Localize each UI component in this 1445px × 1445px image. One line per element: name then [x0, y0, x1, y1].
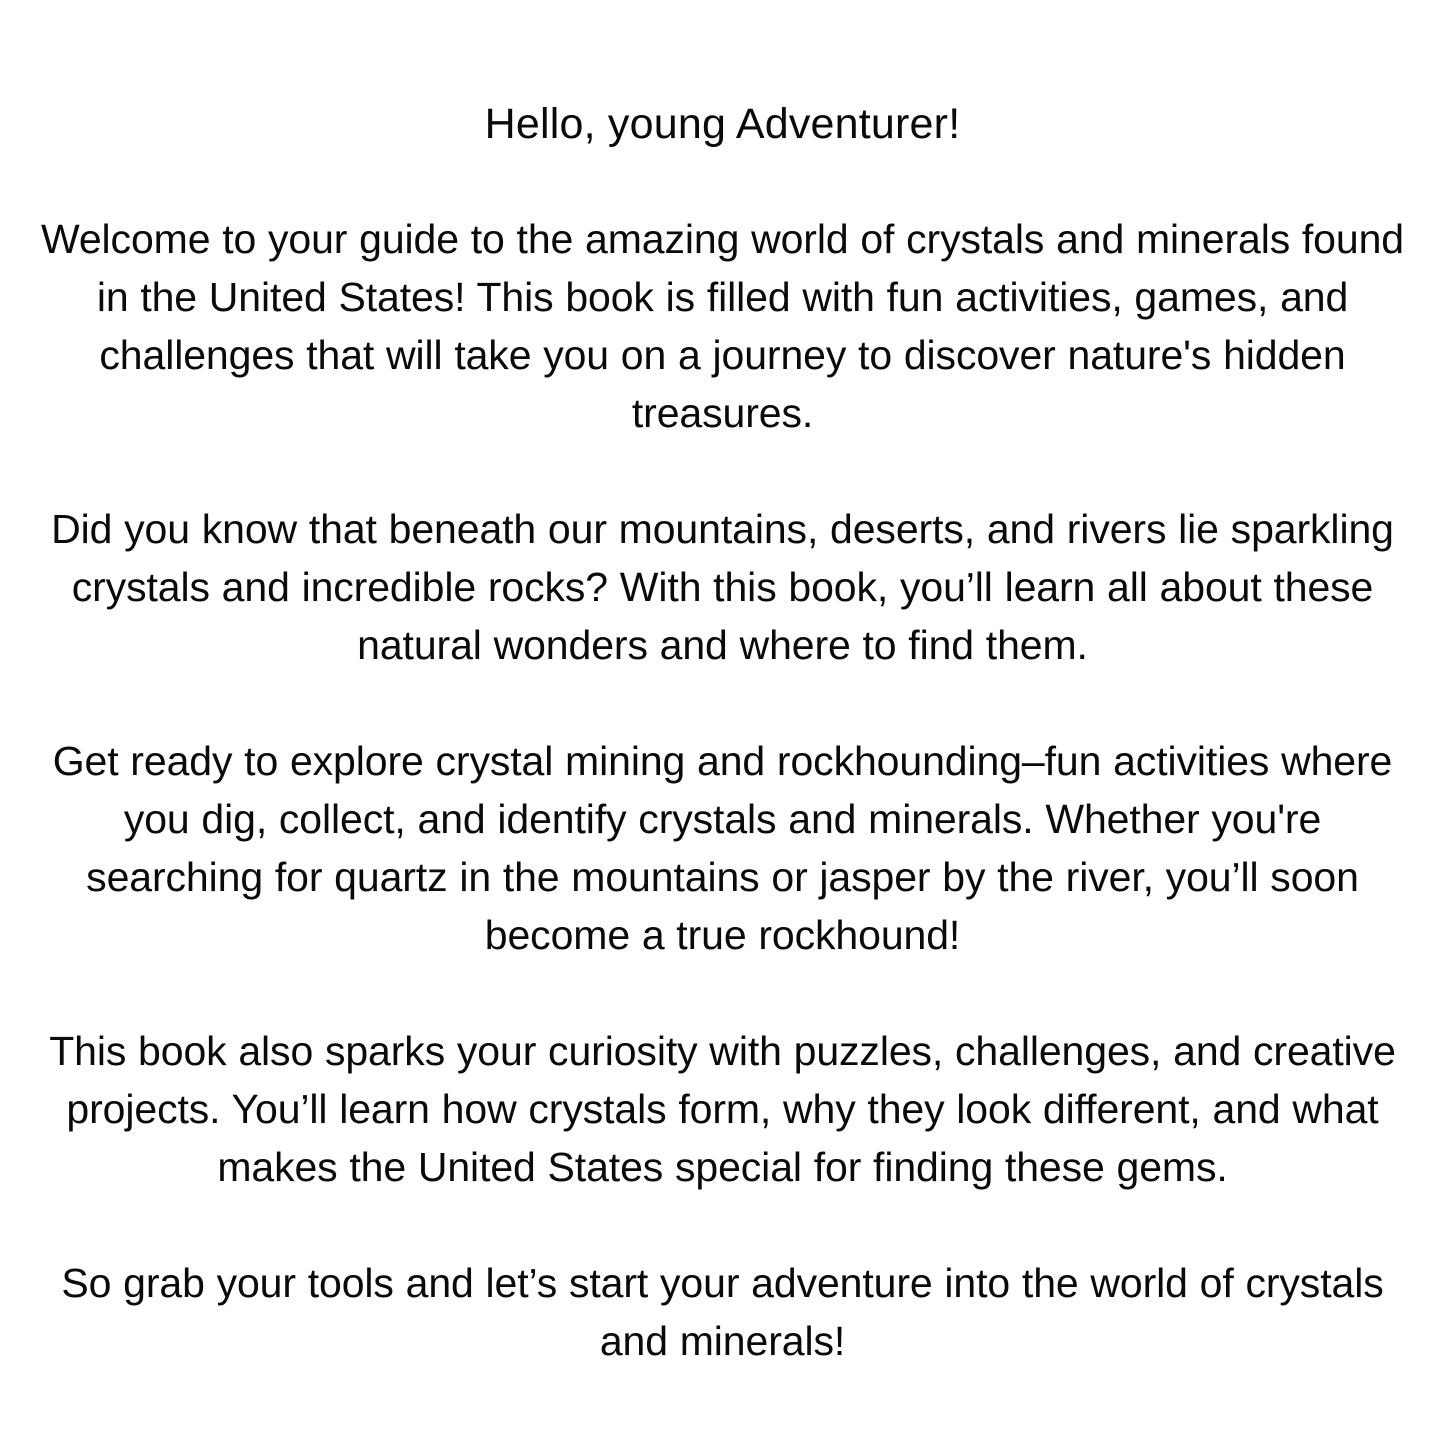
paragraph-did-you-know: Did you know that beneath our mountains, deserts, and rivers lie sparkling crystals and incredible rocks? With this book, you’ll learn all about these natural wonders and where to find them.: [51, 506, 1394, 668]
page-title: Hello, young Adventurer!: [484, 100, 961, 148]
paragraph-get-ready: Get ready to explore crystal mining and rockhounding–fun activities where you dig, collect, and identify crystals and minerals. Whether you're searching for quartz in the mountains or jasper by the river, you’ll soon become a true rockhound!: [52, 738, 1393, 958]
paragraph-curiosity: This book also sparks your curiosity with puzzles, challenges, and creative projects. You’ll learn how crystals form, why they look different, and what makes the United States special for finding these gems.: [49, 1028, 1396, 1190]
paragraph-call-to-action: So grab your tools and let’s start your adventure into the world of crystals and minerals!: [61, 1260, 1384, 1364]
paragraph-welcome: Welcome to your guide to the amazing world of crystals and minerals found in the United States! This book is filled with fun activities, games, and challenges that will take you on a journey to discover nature's hidden treasures.: [40, 216, 1404, 436]
body-copy: [33, 210, 1412, 1370]
